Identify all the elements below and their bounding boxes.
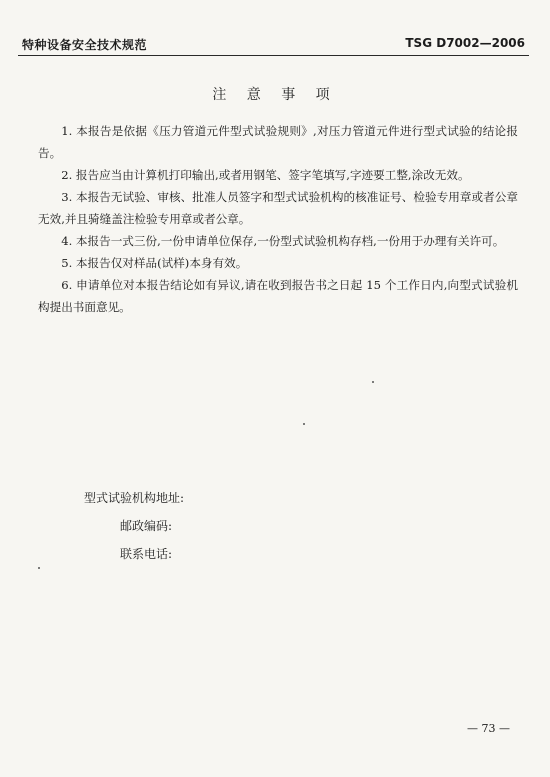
phone-label: 联系电话: (120, 547, 173, 561)
postcode-label: 邮政编码: (120, 519, 173, 533)
page-header (18, 27, 529, 56)
address-label: 型式试验机构地址: (84, 491, 185, 505)
note-item: 4. 本报告一式三份,一份申请单位保存,一份型式试验机构存档,一份用于办理有关许可。 (61, 234, 505, 248)
page-title: 注 意 事 项 (212, 87, 338, 103)
scan-speck (372, 381, 374, 383)
notes-list (38, 120, 518, 318)
scan-speck (38, 567, 40, 569)
scan-speck (303, 423, 305, 425)
header-left-text: 特种设备安全技术规范 (22, 38, 148, 52)
note-item: 6. 申请单位对本报告结论如有异议,请在收到报告书之日起 15 个工作日内,向型式试验机构提出书面意见。 (38, 278, 518, 314)
note-item: 3. 本报告无试验、审核、批准人员签字和型式试验机构的核准证号、检验专用章或者公章无效,并且骑缝盖注检验专用章或者公章。 (38, 190, 518, 226)
note-item: 5. 本报告仅对样品(试样)本身有效。 (61, 256, 248, 270)
page-number: — 73 — (467, 722, 510, 735)
header-right-text: TSG D7002—2006 (405, 36, 525, 50)
contact-block (84, 488, 184, 572)
note-item: 2. 报告应当由计算机打印输出,或者用钢笔、签字笔填写,字迹要工整,涂改无效。 (61, 168, 470, 182)
note-item: 1. 本报告是依据《压力管道元件型式试验规则》,对压力管道元件进行型式试验的结论报告。 (38, 124, 518, 160)
